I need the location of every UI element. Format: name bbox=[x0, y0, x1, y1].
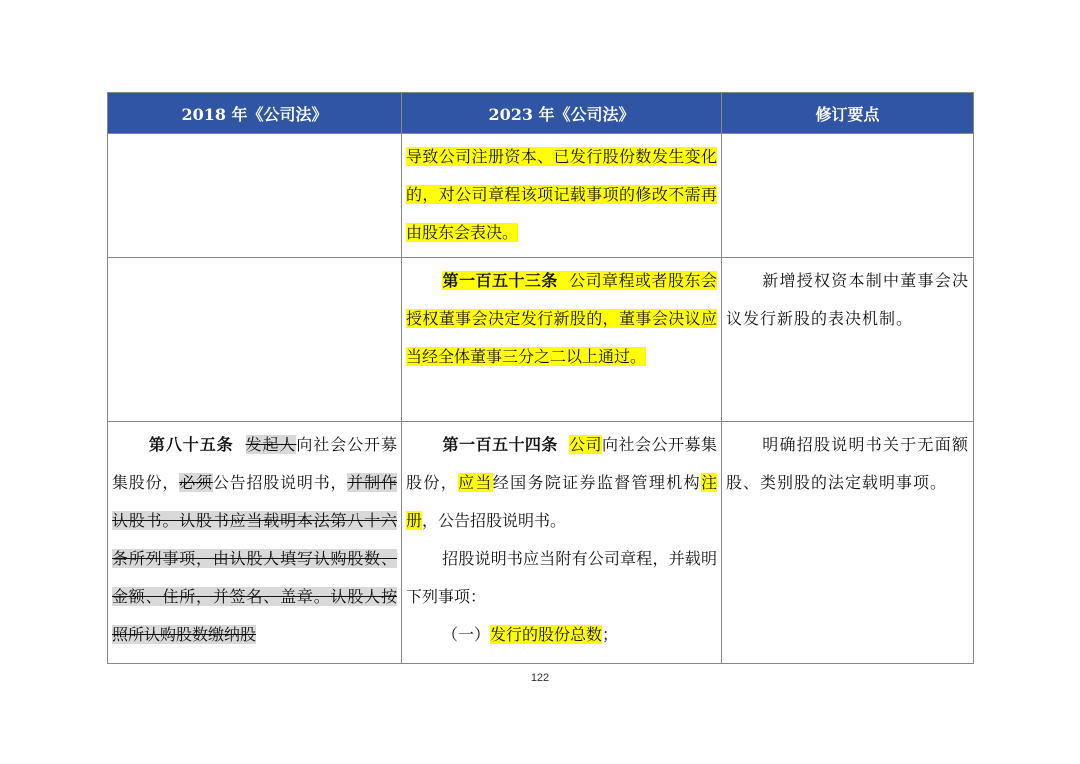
row2-new-text: 公司章程或者股东会授权董事会决定发行新股的，董事会决议应当经全体董事三分之二以上通过。 bbox=[406, 271, 717, 366]
row3-old-article: 第八十五条 bbox=[148, 435, 234, 454]
table-row bbox=[108, 422, 974, 664]
row1-new-cell bbox=[402, 134, 722, 258]
row2-new-cell bbox=[402, 258, 722, 422]
row3-new-text-3: ，公告招股说明书。 bbox=[422, 511, 567, 530]
row3-new-cell bbox=[402, 422, 722, 664]
comparison-table bbox=[107, 92, 974, 664]
row3-new-item-1: 发行的股份总数 bbox=[490, 625, 603, 644]
row1-old-cell bbox=[108, 134, 402, 258]
row2-old-cell bbox=[108, 258, 402, 422]
row2-note-cell bbox=[722, 258, 974, 422]
header-2023-law: 2023 年《公司法》 bbox=[402, 93, 722, 134]
row3-new-hl-3: 注册 bbox=[406, 473, 717, 530]
row2-note: 新增授权资本制中董事会决议发行新股的表决机制。 bbox=[726, 271, 969, 328]
row3-new-text-2: 经国务院证券监督管理机构 bbox=[492, 473, 701, 492]
row1-note-cell bbox=[722, 134, 974, 258]
table-row bbox=[108, 258, 974, 422]
row3-old-text-2: 公告招股说明书， bbox=[212, 473, 348, 492]
header-revision-points: 修订要点 bbox=[722, 93, 974, 134]
table-header-row bbox=[108, 93, 974, 134]
row1-new-text: 导致公司注册资本、已发行股份数发生变化的，对公司章程该项记载事项的修改不需再由股东会表决。 bbox=[406, 147, 717, 242]
row3-old-deleted-1: 发起人 bbox=[245, 435, 297, 454]
row3-old-text-1: 向社会公开募集股份， bbox=[112, 435, 397, 492]
row3-new-hl-2: 应当 bbox=[458, 473, 493, 492]
table-row bbox=[108, 134, 974, 258]
row3-old-deleted-2: 必须 bbox=[179, 473, 213, 492]
row3-note: 明确招股说明书关于无面额股、类别股的法定载明事项。 bbox=[726, 435, 969, 492]
header-2018-law: 2018 年《公司法》 bbox=[108, 93, 402, 134]
row3-new-article: 第一百五十四条 bbox=[442, 435, 558, 454]
row3-old-deleted-3: 并制作认股书。认股书应当载明本法第八十六条所列事项，由认股人填写认购股数、金额、住所，并签名、盖章。认股人按照所认购股数缴纳股 bbox=[112, 473, 397, 644]
row3-new-item-1-num: （一） bbox=[442, 625, 491, 644]
row2-new-article: 第一百五十三条 bbox=[442, 271, 558, 290]
row3-old-cell bbox=[108, 422, 402, 664]
row3-new-para-2: 招股说明书应当附有公司章程，并载明下列事项： bbox=[406, 549, 717, 606]
page-number: 122 bbox=[530, 672, 550, 684]
row3-new-item-1-end: ； bbox=[602, 625, 619, 644]
row3-new-text-1: 向社会公开募集股份， bbox=[406, 435, 717, 492]
row3-new-hl-1: 公司 bbox=[569, 435, 603, 454]
row3-note-cell bbox=[722, 422, 974, 664]
